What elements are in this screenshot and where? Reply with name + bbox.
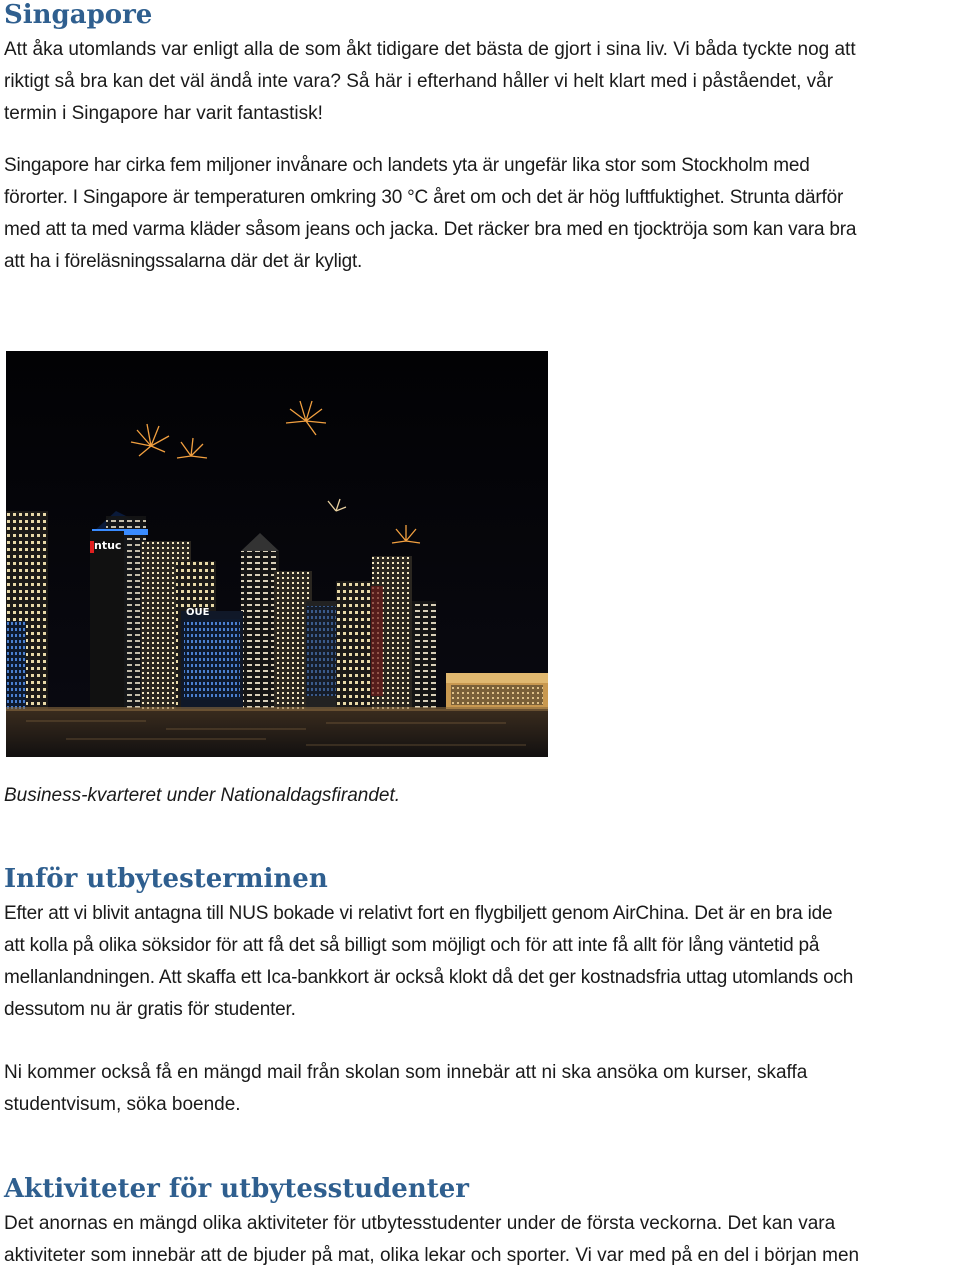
text-line: studentvisum, söka boende. xyxy=(4,1094,241,1115)
text-line: Ni kommer också få en mängd mail från skolan som innebär att ni ska ansöka om kurser, skaffa xyxy=(4,1062,808,1083)
skyline-illustration xyxy=(6,351,548,757)
ntuc-sign: ntuc xyxy=(94,539,122,552)
paragraph-booking xyxy=(4,898,960,1026)
text-line: dessutom nu är gratis för studenter. xyxy=(4,999,296,1020)
text-line: Det anornas en mängd olika aktiviteter för utbytesstudenter under de första veckorna. Det kan vara xyxy=(4,1213,836,1234)
text-line: med att ta med varma kläder såsom jeans och jacka. Det räcker bra med en tjocktröja som kan vara bra xyxy=(4,219,857,240)
paragraph-mail xyxy=(4,1057,960,1121)
paragraph-activities xyxy=(4,1208,960,1272)
oue-sign: OUE xyxy=(186,607,210,618)
paragraph-intro xyxy=(4,34,960,130)
text-line: riktigt så bra kan det väl ändå inte vara? Så här i efterhand håller vi helt klart med i påståendet, vår xyxy=(4,71,834,92)
city-skyline-photo xyxy=(6,351,548,757)
heading-singapore: Singapore xyxy=(4,0,153,30)
text-line: Att åka utomlands var enligt alla de som åkt tidigare det bästa de gjort i sina liv. Vi båda tyckte nog att xyxy=(4,39,856,60)
heading-aktiviteter: Aktiviteter för utbytesstudenter xyxy=(4,1174,470,1204)
text-line: Singapore har cirka fem miljoner invånare och landets yta är ungefär lika stor som Stockholm med xyxy=(4,155,810,176)
paragraph-facts xyxy=(4,150,960,278)
text-line: termin i Singapore har varit fantastisk! xyxy=(4,103,323,124)
text-line: Efter att vi blivit antagna till NUS bokade vi relativt fort en flygbiljett genom AirChina. Det är en bra ide xyxy=(4,903,833,924)
figure-caption: Business-kvarteret under Nationaldagsfirandet. xyxy=(4,785,401,806)
text-line: mellanlandningen. Att skaffa ett Ica-bankkort är också klokt då det ger kostnadsfria uttag utomlands och xyxy=(4,967,854,988)
heading-infor-utbytesterminen: Inför utbytesterminen xyxy=(4,864,328,894)
text-line: att kolla på olika söksidor för att få det så billigt som möjligt och för att inte få allt för lång väntetid på xyxy=(4,935,820,956)
text-line: att ha i föreläsningssalarna där det är kyligt. xyxy=(4,251,363,272)
text-line: aktiviteter som innebär att de bjuder på mat, olika lekar och sporter. Vi var med på en del i början men xyxy=(4,1245,860,1266)
text-line: förorter. I Singapore är temperaturen omkring 30 °C året om och det är hög luftfuktighet. Strunta därför xyxy=(4,187,844,208)
